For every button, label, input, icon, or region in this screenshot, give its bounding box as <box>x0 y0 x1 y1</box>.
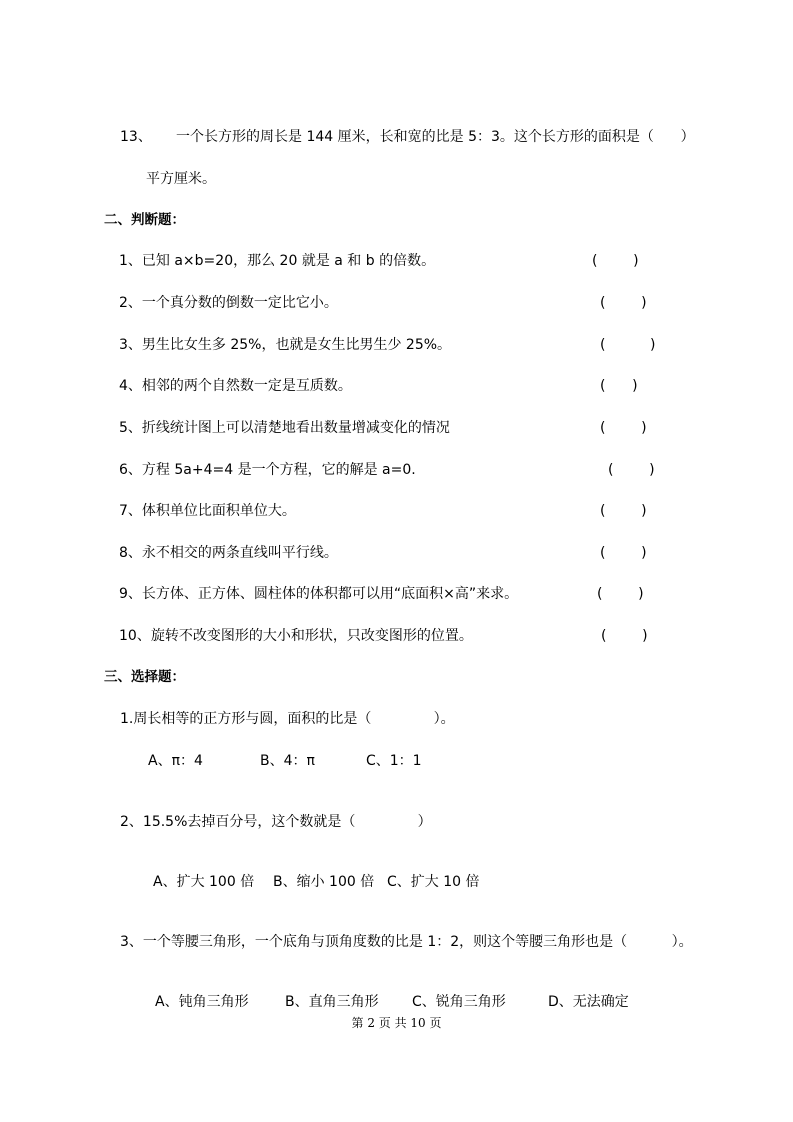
choice-q1-option-a: A、π：4 <box>148 753 203 769</box>
choice-q1-option-c: C、1：1 <box>366 753 422 769</box>
judge-item-10: 10、旋转不改变图形的大小和形状，只改变图形的位置。 <box>119 628 473 644</box>
choice-q2-option-b: B、缩小 100 倍 <box>273 874 375 890</box>
judge-answer-2: ( ) <box>600 295 647 311</box>
judge-answer-6: ( ) <box>608 462 655 478</box>
choice-q1-option-b: B、4：π <box>260 753 315 769</box>
judge-answer-10: ( ) <box>601 628 648 644</box>
choice-q3-option-c: C、锐角三角形 <box>412 994 506 1010</box>
judge-answer-4: ( ) <box>600 378 638 394</box>
judge-answer-8: ( ) <box>600 545 647 561</box>
choice-q2-option-a: A、扩大 100 倍 <box>153 874 255 890</box>
page-footer: 第 2 页 共 10 页 <box>351 1016 442 1030</box>
choice-q3-option-b: B、直角三角形 <box>285 994 379 1010</box>
judge-item-6: 6、方程 5a+4=4 是一个方程，它的解是 a=0. <box>119 462 416 478</box>
choice-q2-option-c: C、扩大 10 倍 <box>387 874 480 890</box>
judge-answer-1: ( ) <box>592 253 639 269</box>
q13-continuation: 平方厘米。 <box>146 171 216 187</box>
judge-item-7: 7、体积单位比面积单位大。 <box>119 503 296 519</box>
choice-q1-stem: 1.周长相等的正方形与圆，面积的比是（ ）。 <box>120 711 455 727</box>
judge-item-1: 1、已知 a×b=20，那么 20 就是 a 和 b 的倍数。 <box>119 253 436 269</box>
choice-q3-stem: 3、一个等腰三角形，一个底角与顶角度数的比是 1：2，则这个等腰三角形也是（ ）。 <box>120 934 693 950</box>
q13-number: 13、 <box>120 129 152 145</box>
judge-item-8: 8、永不相交的两条直线叫平行线。 <box>119 545 338 561</box>
judge-answer-9: ( ) <box>597 586 644 602</box>
judge-item-3: 3、男生比女生多 25%，也就是女生比男生少 25%。 <box>119 337 452 353</box>
section2-title: 二、判断题： <box>104 212 185 228</box>
section3-title: 三、选择题： <box>104 669 185 685</box>
choice-q2-stem: 2、15.5%去掉百分号，这个数就是（ ） <box>120 814 432 830</box>
choice-q3-option-d: D、无法确定 <box>548 994 629 1010</box>
judge-answer-7: ( ) <box>600 503 647 519</box>
judge-answer-5: ( ) <box>600 420 647 436</box>
judge-item-5: 5、折线统计图上可以清楚地看出数量增减变化的情况 <box>119 420 450 436</box>
judge-item-4: 4、相邻的两个自然数一定是互质数。 <box>119 378 352 394</box>
choice-q3-option-a: A、钝角三角形 <box>155 994 249 1010</box>
q13-text: 一个长方形的周长是 144 厘米，长和宽的比是 5：3。这个长方形的面积是（ ） <box>176 129 695 145</box>
judge-item-9: 9、长方体、正方体、圆柱体的体积都可以用“底面积×高”来求。 <box>119 586 519 602</box>
judge-answer-3: ( ) <box>600 337 656 353</box>
judge-item-2: 2、一个真分数的倒数一定比它小。 <box>119 295 338 311</box>
